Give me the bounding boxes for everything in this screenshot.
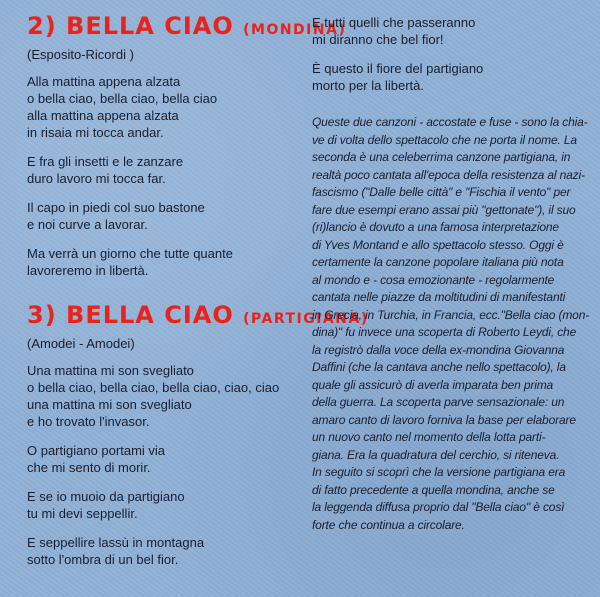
lyric-line: una mattina mi son svegliato — [27, 397, 192, 412]
lyric-line: in risaia mi tocca andar. — [27, 125, 164, 140]
song2-title — [27, 12, 347, 44]
lyric-line: mi diranno che bel fior! — [312, 32, 444, 47]
lyric-line: È questo il fiore del partigiano — [312, 61, 484, 76]
song3-title-main: 3) BELLA CIAO — [27, 301, 234, 329]
song2-cont-stanza-1 — [312, 14, 587, 48]
lyric-line: sotto l'ombra di un bel fior. — [27, 552, 179, 567]
lyric-line: Alla mattina appena alzata — [27, 74, 181, 89]
lyric-line: o bella ciao, bella ciao, bella ciao, ciao, ciao — [27, 380, 280, 395]
commentary-line: di Yves Montand e allo spettacolo stesso. Oggi è — [312, 237, 564, 252]
lyric-line: lavoreremo in libertà. — [27, 263, 149, 278]
commentary-line: realtà poco cantata all'epoca della resistenza al nazi- — [312, 167, 585, 182]
song3-stanza-4 — [27, 534, 302, 568]
song3-lyrics — [27, 362, 302, 568]
lyric-line: duro lavoro mi tocca far. — [27, 171, 166, 186]
commentary-line: fare due esempi erano assai più "gettonate"), il suo — [312, 202, 576, 217]
commentary-line: Daffini (che la cantava anche nello spettacolo), la — [312, 360, 566, 374]
commentary-line: giana. Era la quadratura del cerchio, si riteneva. — [312, 447, 560, 462]
song2-title-main: 2) BELLA CIAO — [27, 12, 234, 40]
commentary-line: quale gli assicurò di averla imparata ben prima — [312, 377, 554, 392]
commentary-line: un nuovo canto nel momento della lotta parti- — [312, 430, 546, 444]
lyric-line: tu mi devi seppellir. — [27, 506, 138, 521]
commentary-line: in Grecia, in Turchia, in Francia, ecc."Bella ciao (mon- — [312, 307, 590, 322]
commentary-line: ve di volta dello spettacolo che ne porta il nome. La — [312, 132, 577, 147]
lyric-line: morto per la libertà. — [312, 78, 424, 93]
song3-title-sub: (PARTIGIANA) — [243, 311, 369, 327]
song2-title-sub: (MONDINA) — [243, 22, 347, 38]
commentary-line: amaro canto di lavoro forniva la base per elaborare — [312, 412, 576, 427]
song2-authors: (Esposito-Ricordi ) — [27, 47, 134, 62]
commentary-line: In seguito si scoprì che la versione partigiana era — [312, 465, 566, 479]
commentary-line: fascismo ("Dalle belle città" e "Fischia il vento" per — [312, 185, 571, 199]
song2-lyrics-continued — [312, 14, 587, 94]
lyric-line: E tutti quelli che passeranno — [312, 15, 476, 30]
lyric-line: e ho trovato l'invasor. — [27, 414, 150, 429]
song3-authors: (Amodei - Amodei) — [27, 336, 135, 351]
song3-stanza-2 — [27, 442, 302, 476]
lyric-line: E se io muoio da partigiano — [27, 489, 185, 504]
lyric-line: e noi curve a lavorar. — [27, 217, 148, 232]
commentary-line: (ri)lancio è dovuto a una famosa interpretazione — [312, 220, 559, 234]
song2-stanza-2 — [27, 153, 302, 187]
commentary-line: la leggenda diffusa proprio dal "Bella ciao" è così — [312, 500, 565, 514]
lyric-line: Il capo in piedi col suo bastone — [27, 200, 205, 215]
commentary-line: di fatto precedente a quella mondina, anche se — [312, 482, 555, 497]
commentary-line: della guerra. La scoperta parve sensazionale: un — [312, 395, 565, 409]
song2-stanza-1 — [27, 73, 302, 141]
right-column — [312, 0, 590, 534]
commentary-line: cantata nelle piazze da moltitudini di manifestanti — [312, 290, 566, 304]
song2-stanza-4 — [27, 245, 302, 279]
commentary-line: forte che continua a circolare. — [312, 517, 465, 532]
lyric-line: Una mattina mi son svegliato — [27, 363, 194, 378]
song3-title — [27, 301, 369, 333]
lyric-line: E fra gli insetti e le zanzare — [27, 154, 184, 169]
lyric-line: Ma verrà un giorno che tutte quante — [27, 246, 233, 261]
song2-lyrics — [27, 73, 302, 279]
song3-stanza-1 — [27, 362, 302, 430]
commentary-line: Queste due canzoni - accostate e fuse - sono la chia- — [312, 115, 588, 129]
commentary-line: la registrò dalla voce della ex-mondina Giovanna — [312, 342, 565, 357]
commentary-line: dina)" fu invece una scoperta di Roberto Leydi, che — [312, 325, 577, 339]
commentary-line: al mondo e - cosa emozionante - regolarmente — [312, 272, 555, 287]
commentary-paragraph — [312, 114, 590, 534]
lyric-line: E seppellire lassù in montagna — [27, 535, 205, 550]
lyric-line: che mi sento di morir. — [27, 460, 151, 475]
lyric-line: alla mattina appena alzata — [27, 108, 179, 123]
commentary-line: certamente la canzone popolare italiana più nota — [312, 255, 564, 269]
commentary-line: seconda è una celeberrima canzone partigiana, in — [312, 150, 571, 164]
song2-cont-stanza-2 — [312, 60, 587, 94]
lyric-line: o bella ciao, bella ciao, bella ciao — [27, 91, 218, 106]
song3-stanza-3 — [27, 488, 302, 522]
song2-stanza-3 — [27, 199, 302, 233]
lyric-line: O partigiano portami via — [27, 443, 166, 458]
